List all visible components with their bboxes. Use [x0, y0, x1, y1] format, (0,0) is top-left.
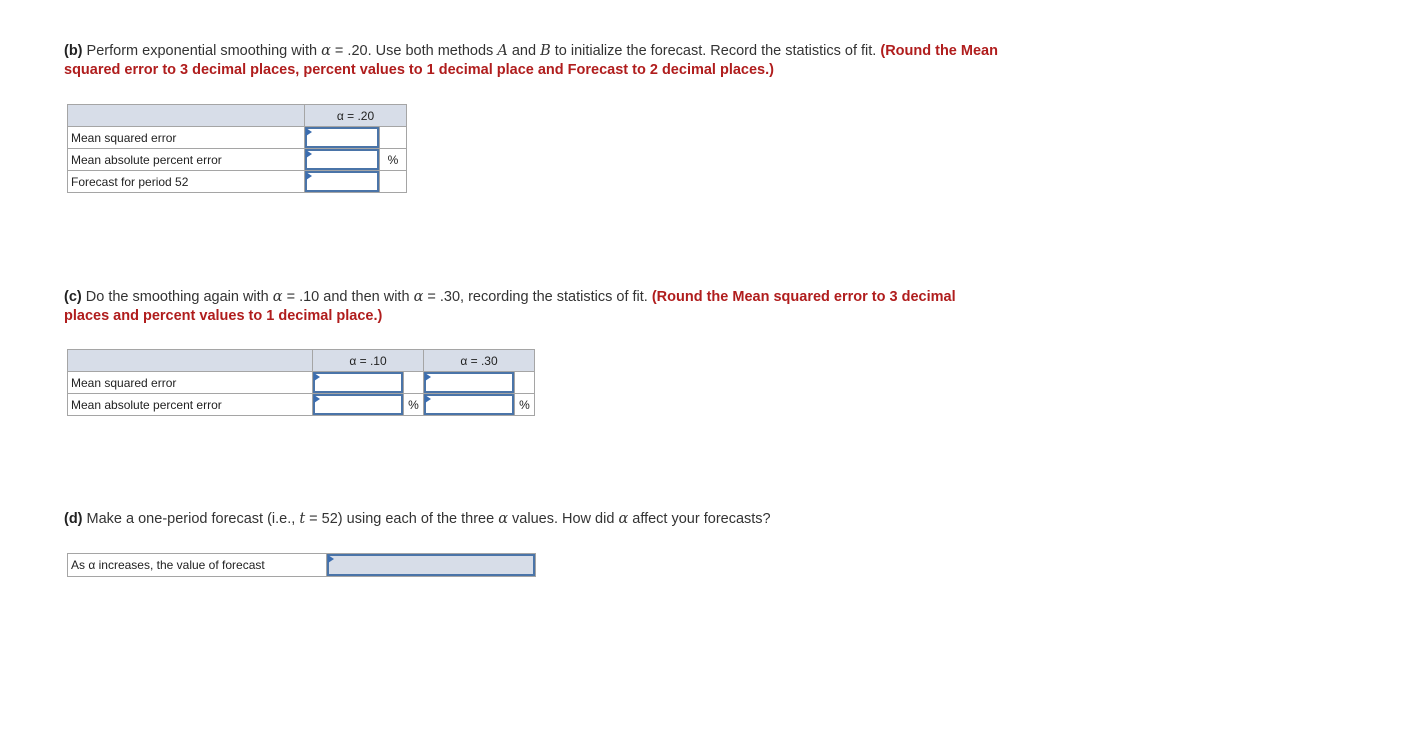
table-d — [67, 553, 536, 577]
row-label-mape: Mean absolute percent error — [68, 149, 305, 171]
table-row — [68, 394, 535, 416]
table-b-corner — [68, 105, 305, 127]
header-alpha-20: α = .20 — [305, 105, 407, 127]
table-row — [68, 149, 407, 171]
table-c-corner — [68, 350, 313, 372]
rounding-instruction-c: (Round the Mean squared error to 3 decimal places and percent values to 1 decimal place.) — [64, 289, 956, 324]
cell-forecast-20 — [305, 171, 380, 193]
cell-mape-20 — [305, 149, 380, 171]
table-row — [68, 554, 536, 577]
percent-unit: % — [380, 149, 407, 171]
input-mape-alpha-10[interactable] — [313, 394, 403, 415]
input-mse-alpha-30[interactable] — [424, 372, 514, 393]
input-mse-alpha-10[interactable] — [313, 372, 403, 393]
header-alpha-30: α = .30 — [424, 350, 535, 372]
row-label-mse: Mean squared error — [68, 372, 313, 394]
table-b — [67, 104, 407, 193]
table-row — [68, 127, 407, 149]
forecast-trend-dropdown[interactable] — [327, 554, 535, 576]
table-c — [67, 349, 535, 416]
percent-unit: % — [404, 394, 424, 416]
table-row — [68, 171, 407, 193]
rounding-instruction-b: (Round the Mean squared error to 3 decimal places, percent values to 1 decimal place and Forecast to 2 decimal places.) — [64, 43, 998, 78]
percent-unit: % — [515, 394, 535, 416]
row-label-forecast-trend: As α increases, the value of forecast — [68, 554, 327, 577]
header-alpha-10: α = .10 — [313, 350, 424, 372]
input-mape-alpha-20[interactable] — [305, 149, 379, 170]
row-label-mape: Mean absolute percent error — [68, 394, 313, 416]
input-mape-alpha-30[interactable] — [424, 394, 514, 415]
row-label-forecast: Forecast for period 52 — [68, 171, 305, 193]
question-b: (b) Perform exponential smoothing with α = .20. Use both methods A and B to initialize the forecast. Record the statistics of fit. (Round the Mean squared error to 3 decimal places, percent values to 1 decimal place and Forecast to 2 decimal places.) — [64, 43, 998, 78]
cell-mse-20 — [305, 127, 380, 149]
question-d: (d) Make a one-period forecast (i.e., t = 52) using each of the three α values. How did α affect your forecasts? — [64, 511, 771, 527]
question-c: (c) Do the smoothing again with α = .10 and then with α = .30, recording the statistics of fit. (Round the Mean squared error to 3 decimal places and percent values to 1 decimal place.) — [64, 289, 956, 324]
row-label-mse: Mean squared error — [68, 127, 305, 149]
input-mse-alpha-20[interactable] — [305, 127, 379, 148]
input-forecast-alpha-20[interactable] — [305, 171, 379, 192]
table-row — [68, 372, 535, 394]
